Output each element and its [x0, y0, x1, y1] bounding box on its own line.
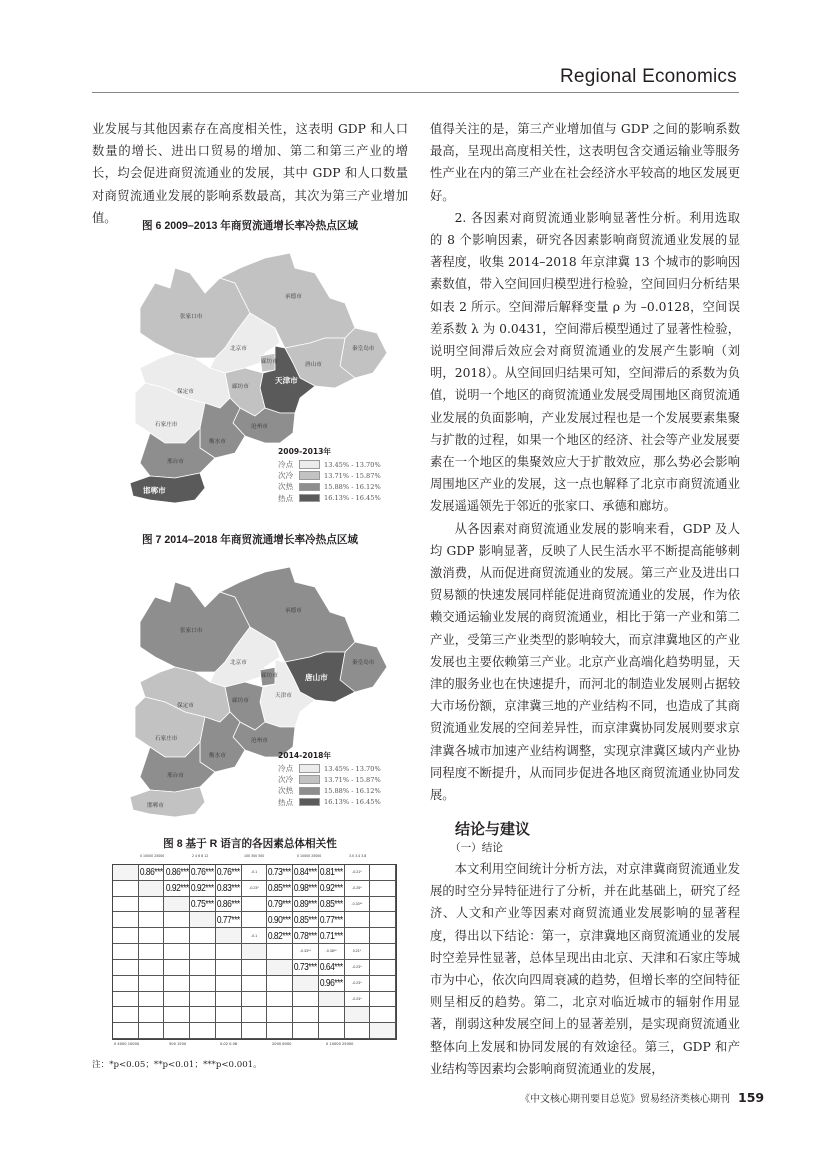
corr-cell: 0.76***	[190, 865, 216, 881]
legend-row-hot: 热点 16.13% - 16.45%	[278, 797, 381, 807]
correlation-matrix: 0 10000 25000 2 4 6 8 12 100 300 500 0 10000 25000 3.0 3.4 3.8 0.86*** 0.86*** 0.76*** 0.76*** -0.1 0.73*** 0.84*** 0.81*** -0.21* 0.92*** 0.92*** 0.83*** -0.23* 0.85*** 0.98*** 0.92*** -0.25* 0.75*** 0.86*** 0.79*** 0.89*** 0.85*** -0.33** 0.77*** 0.90*** 0.85*** 0.77*** -0.1 0.82*** 0.78*** 0.71*** -0.33** -0.38** 0.21* 0.73*** 0.64*** -0.23* 0.96*** -0.23* -0.24* 0 4000 10000 500 1500 0.02 0.08 2000 6000 0 10000 25000	[112, 864, 397, 1050]
figure-6-caption: 图 6 2009–2013 年商贸流通增长率冷热点区域	[141, 220, 359, 232]
corr-cell: 0.86***	[164, 865, 190, 881]
scatter-cell	[113, 960, 139, 976]
scatter-cell	[113, 992, 139, 1008]
corr-cell: -0.25*	[345, 881, 371, 897]
scatter-cell	[164, 912, 190, 928]
scatter-cell	[139, 1023, 165, 1039]
corr-cell	[267, 944, 293, 960]
scatter-cell	[190, 1007, 216, 1023]
corr-cell: -0.24*	[345, 992, 371, 1008]
scatter-cell	[242, 976, 268, 992]
diag-hist-cell	[242, 944, 268, 960]
diag-hist-cell	[293, 976, 319, 992]
corr-cell	[242, 912, 268, 928]
legend-title: 2014-2018年	[278, 751, 332, 760]
corr-cell	[370, 912, 396, 928]
right-column-text	[430, 118, 740, 806]
corr-cell: -0.23*	[242, 881, 268, 897]
map-label-hengshui: 衡水市	[209, 753, 226, 759]
map-label-xingtai: 邢台市	[167, 773, 184, 779]
corr-cell: -0.1	[242, 865, 268, 881]
corr-cell	[242, 897, 268, 913]
diag-hist-cell	[345, 1007, 371, 1023]
scatter-cell	[113, 944, 139, 960]
legend-row-subcold: 次冷 13.71% - 15.87%	[278, 775, 381, 785]
diag-hist-cell	[267, 960, 293, 976]
scatter-cell	[139, 992, 165, 1008]
corr-cell: 0.92***	[319, 881, 345, 897]
map-label-handan: 邯郸市	[147, 803, 164, 809]
legend-swatch	[299, 494, 320, 503]
corr-cell: 0.77***	[216, 912, 242, 928]
corr-cell	[370, 992, 396, 1008]
legend-swatch	[299, 471, 320, 480]
map-label-cangzhou: 沧州市	[251, 424, 268, 430]
scatter-cell	[293, 992, 319, 1008]
map-label-zhangjiakou: 张家口市	[180, 314, 203, 320]
corr-cell: 0.85***	[319, 897, 345, 913]
legend-swatch	[299, 798, 320, 807]
scatter-cell	[139, 976, 165, 992]
corr-cell: 0.78***	[293, 928, 319, 944]
scatter-cell	[164, 944, 190, 960]
scatter-cell	[113, 976, 139, 992]
map-label-beijing: 北京市	[230, 660, 247, 666]
map-label-beijing: 北京市	[230, 346, 247, 352]
legend-row-subhot: 次热 15.88% - 16.12%	[278, 482, 381, 492]
correlation-grid	[112, 864, 397, 1040]
corr-cell: 0.76***	[216, 865, 242, 881]
corr-cell	[370, 944, 396, 960]
corr-cell: 0.82***	[267, 928, 293, 944]
corr-cell: 0.90***	[267, 912, 293, 928]
left-column-text	[92, 118, 408, 229]
corr-cell: 0.92***	[164, 881, 190, 897]
corr-cell	[345, 928, 371, 944]
diag-hist-cell	[370, 1023, 396, 1039]
legend-swatch	[299, 483, 320, 492]
corr-cell: 0.75***	[190, 897, 216, 913]
scatter-cell	[164, 960, 190, 976]
scatter-cell	[164, 992, 190, 1008]
scatter-cell	[113, 928, 139, 944]
corr-cell: 0.83***	[216, 881, 242, 897]
scatter-cell	[242, 1007, 268, 1023]
corr-cell: -0.38**	[319, 944, 345, 960]
running-header-title: Regional Economics	[560, 66, 737, 87]
map-label-tangshan: 唐山市	[305, 673, 328, 682]
map-label-chengde: 承德市	[285, 294, 302, 300]
scatter-cell	[139, 1007, 165, 1023]
diag-hist-cell	[164, 897, 190, 913]
figure-8-note: 注：*p<0.05；**p<0.01；***p<0.001。	[92, 1060, 262, 1070]
corr-cell: -0.1	[242, 928, 268, 944]
map-label-langfang: 廊坊市	[232, 698, 249, 704]
scatter-cell	[267, 1023, 293, 1039]
scatter-cell	[345, 1023, 371, 1039]
scatter-cell	[190, 976, 216, 992]
corr-cell: 0.77***	[319, 912, 345, 928]
scatter-cell	[190, 1023, 216, 1039]
legend-swatch	[299, 787, 320, 796]
corr-cell: -0.33**	[293, 944, 319, 960]
map-label-tianjin: 天津市	[275, 376, 298, 385]
corr-cell	[370, 976, 396, 992]
scatter-cell	[113, 1007, 139, 1023]
section-heading-conclusion: 结论与建议	[455, 820, 531, 838]
diag-hist-cell	[216, 928, 242, 944]
corr-cell	[370, 1007, 396, 1023]
map-label-shijiazhuang: 石家庄市	[155, 736, 178, 742]
paragraph: 值得关注的是，第三产业增加值与 GDP 之间的影响系数最高，呈现出高度相关性，这表明包含交通运输业等服务性产业在内的第三产业在社会经济水平较高的地区发展更好。	[430, 122, 740, 203]
diag-hist-cell	[113, 865, 139, 881]
scatter-cell	[267, 992, 293, 1008]
map-label-qinhuangdao: 秦皇岛市	[352, 660, 375, 666]
legend-row-cold: 冷点 13.45% - 13.70%	[278, 460, 381, 470]
corr-cell: 0.92***	[190, 881, 216, 897]
scatter-cell	[113, 897, 139, 913]
corr-cell	[370, 928, 396, 944]
scatter-cell	[216, 1007, 242, 1023]
map-label-langfang: 廊坊市	[232, 384, 249, 390]
map-label-xingtai: 邢台市	[167, 459, 184, 465]
scatter-cell	[242, 960, 268, 976]
legend-row-subcold: 次冷 13.71% - 15.87%	[278, 471, 381, 481]
corr-cell: 0.96***	[319, 976, 345, 992]
map-label-cangzhou: 沧州市	[251, 738, 268, 744]
scatter-cell	[216, 976, 242, 992]
paragraph: 从各因素对商贸流通业发展的影响来看，GDP 及人均 GDP 影响显著，反映了人民生活水平不断提高能够刺激消费，从而促进商贸流通业的发展。第三产业及进出口贸易额的快速发展同样能促进商贸流通业的发展，作为依赖交通运输业发展的商贸流通业，相比于第一产业和第二产业，受第三产业类型的影响较大，而京津冀地区的产业发展也主要依赖第三产业。北京产业高端化趋势明显，天津的服务业也在快速提升，而河北的制造业发展则占据较大市场份额，京津冀三地的产业结构不同，也造成了其商贸流通业发展的空间差异性，而京津冀协同发展则要求京津冀各城市加速产业结构调整，实现京津冀区域内产业协同程度不断提升，从而同步促进各地区商贸流通业协同发展。	[430, 521, 740, 803]
scatter-cell	[216, 1023, 242, 1039]
scatter-cell	[267, 1007, 293, 1023]
map-label-handan: 邯郸市	[143, 486, 166, 495]
paragraph: 业发展与其他因素存在高度相关性，这表明 GDP 和人口数量的增长、进出口贸易的增加、第二和第三产业的增长，均会促进商贸流通业的发展，其中 GDP 和人口数量对商贸流通业发展的影响系数最高，其次为第三产业增加值。	[92, 122, 408, 225]
corr-cell: 0.84***	[293, 865, 319, 881]
scatter-cell	[139, 897, 165, 913]
page-number: 159	[738, 1090, 765, 1105]
map-label-tangshan: 唐山市	[305, 362, 322, 368]
corr-cell: 0.86***	[139, 865, 165, 881]
legend-row-hot: 热点 16.13% - 16.45%	[278, 493, 381, 503]
scatter-cell	[139, 944, 165, 960]
legend-swatch	[299, 775, 320, 784]
corr-cell	[370, 865, 396, 881]
legend-swatch	[299, 460, 320, 469]
corr-cell: 0.81***	[319, 865, 345, 881]
paragraph: 2. 各因素对商贸流通业影响显著性分析。利用选取的 8 个影响因素，研究各因素影响商贸流通业发展的显著程度，收集 2014–2018 年京津冀 13 个城市的影响因素数值，带入空间回归模型进行检验，空间回归分析结果如表 2 所示。空间滞后解释变量 ρ 为 –0.0128，空间误差系数 λ 为 0.0431，空间滞后模型通过了显著性检验，说明空间滞后效应会对商贸流通业的发展产生影响（刘明，2018）。从空间回归结果可知，空间滞后的系数为负值，说明一个地区的商贸流通业发展受周围地区商贸流通业发展的负面影响，产业发展过程也是一个发展要素集聚与扩散的过程，如果一个地区的经济、社会等产业发展要素在一个地区的集聚效应大于扩散效应，那么势必会影响周围地区产业的发展，这一点也解释了北京市商贸流通业发展遥遥领先于邻近的张家口、承德和廊坊。	[430, 210, 740, 514]
journal-name: 《中文核心期刊要目总览》贸易经济类核心期刊	[520, 1094, 730, 1105]
corr-cell	[370, 881, 396, 897]
corr-cell: 0.98***	[293, 881, 319, 897]
corr-cell: -0.33**	[345, 897, 371, 913]
correlation-top-ticks: 0 10000 25000 2 4 6 8 12 100 300 500 0 10000 25000 3.0 3.4 3.8	[140, 854, 367, 858]
map-label-hengshui: 衡水市	[209, 439, 226, 445]
legend-swatch	[299, 764, 320, 773]
scatter-cell	[319, 1023, 345, 1039]
scatter-cell	[164, 928, 190, 944]
corr-cell: 0.86***	[216, 897, 242, 913]
scatter-cell	[113, 1023, 139, 1039]
scatter-cell	[164, 976, 190, 992]
scatter-cell	[190, 992, 216, 1008]
figure-6-legend	[278, 446, 381, 504]
map-label-shijiazhuang: 石家庄市	[155, 422, 178, 428]
scatter-cell	[242, 1023, 268, 1039]
scatter-cell	[113, 881, 139, 897]
subsection-heading: （一）结论	[450, 842, 503, 854]
legend-row-cold: 冷点 13.45% - 13.70%	[278, 764, 381, 774]
scatter-cell	[319, 1007, 345, 1023]
corr-cell: 0.73***	[267, 865, 293, 881]
corr-cell: -0.23*	[345, 976, 371, 992]
figure-7-caption: 图 7 2014–2018 年商贸流通增长率冷热点区域	[141, 534, 359, 546]
corr-cell: 0.71***	[319, 928, 345, 944]
corr-cell: -0.23*	[345, 960, 371, 976]
scatter-cell	[190, 960, 216, 976]
scatter-cell	[216, 944, 242, 960]
diag-hist-cell	[139, 881, 165, 897]
scatter-cell	[190, 928, 216, 944]
figure-8-caption: 图 8 基于 R 语言的各因素总体相关性	[163, 838, 337, 850]
page-footer	[520, 1090, 764, 1105]
corr-cell: 0.89***	[293, 897, 319, 913]
map-label-langfang-north: 廊坊市	[261, 359, 278, 365]
corr-cell: 0.64***	[319, 960, 345, 976]
map-label-baoding: 保定市	[177, 389, 194, 395]
corr-cell: -0.21*	[345, 865, 371, 881]
scatter-cell	[293, 1023, 319, 1039]
scatter-cell	[164, 1023, 190, 1039]
corr-cell	[370, 960, 396, 976]
diag-hist-cell	[319, 992, 345, 1008]
scatter-cell	[164, 1007, 190, 1023]
legend-row-subhot: 次热 15.88% - 16.12%	[278, 786, 381, 796]
map-label-qinhuangdao: 秦皇岛市	[352, 346, 375, 352]
scatter-cell	[139, 912, 165, 928]
scatter-cell	[267, 976, 293, 992]
corr-cell: 0.85***	[267, 881, 293, 897]
corr-cell: 0.73***	[293, 960, 319, 976]
scatter-cell	[293, 1007, 319, 1023]
map-label-chengde: 承德市	[285, 608, 302, 614]
corr-cell: 0.79***	[267, 897, 293, 913]
corr-cell: 0.85***	[293, 912, 319, 928]
scatter-cell	[139, 960, 165, 976]
scatter-cell	[190, 944, 216, 960]
scatter-cell	[242, 992, 268, 1008]
corr-cell: 0.21*	[345, 944, 371, 960]
scatter-cell	[216, 992, 242, 1008]
corr-cell	[370, 897, 396, 913]
map-label-langfang-north: 廊坊市	[261, 673, 278, 679]
scatter-cell	[216, 960, 242, 976]
map-label-zhangjiakou: 张家口市	[180, 628, 203, 634]
map-label-tianjin: 天津市	[275, 693, 292, 699]
scatter-cell	[139, 928, 165, 944]
scatter-cell	[113, 912, 139, 928]
legend-title: 2009-2013年	[278, 447, 332, 456]
map-label-baoding: 保定市	[177, 703, 194, 709]
figure-7-legend	[278, 750, 381, 808]
diag-hist-cell	[190, 912, 216, 928]
conclusion-text	[430, 858, 740, 1080]
header-rule	[92, 92, 739, 93]
paragraph: 本文利用空间统计分析方法，对京津冀商贸流通业发展的时空分异特征进行了分析，并在此基础上，研究了经济、人文和产业等因素对商贸流通业发展影响的显著程度，得出以下结论：第一，京津冀地区商贸流通业的发展时空差异性显著，总体呈现出由北京、天津和石家庄等城市为中心，依次向四周衰减的趋势，但增长率的空间特征则呈相反的趋势。第二，北京对临近城市的辐射作用显著，削弱这种发展空间上的显著差别，是实现商贸流通业整体向上发展和协同发展的有效途径。第三，GDP 和产业结构等因素均会影响商贸流通业的发展，	[430, 862, 740, 1076]
corr-cell	[345, 912, 371, 928]
